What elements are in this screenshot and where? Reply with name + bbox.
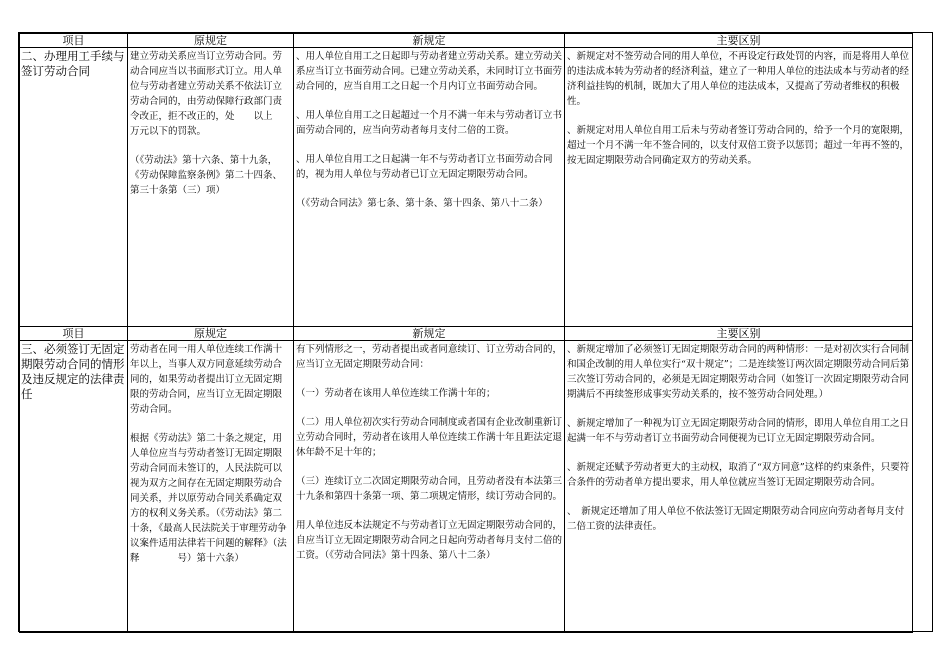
section-row-1: [20, 48, 913, 327]
original-citation: （《劳动法》第十六条、第十九条，《劳动保障监察条例》第二十四条、第三十条第（三）项）: [130, 155, 283, 196]
item-cell-2: 三、必须签订无固定期限劳动合同的情形及违反规定的法律责任: [20, 341, 128, 633]
difference-cell-1: [565, 48, 913, 327]
header-new: 新规定: [294, 34, 565, 48]
original-paragraph: 劳动者在同一用人单位连续工作满十年以上，当事人双方同意延续劳动合同的，如果劳动者提出订立无固定期限的劳动合同，应当订立无固定期限劳动合同。: [130, 344, 283, 415]
item-cell-1: 二、办理用工手续与签订劳动合同: [20, 48, 128, 327]
difference-paragraph: 、新规定还赋予劳动者更大的主动权，取消了“双方同意”这样的约束条件，只要符合条件的劳动者单方提出要求，用人单位就应当签订无固定期限劳动合同。: [567, 462, 910, 488]
new-paragraph: 有下列情形之一，劳动者提出或者同意续订、订立劳动合同的，应当订立无固定期限劳动合同：: [296, 344, 563, 370]
new-paragraph: （二）用人单位初次实行劳动合同制度或者国有企业改制重新订立劳动合同时，劳动者在该用人单位连续工作满十年且距法定退休年龄不足十年的；: [296, 417, 563, 458]
difference-cell-2: [565, 341, 913, 633]
header-difference: 主要区别: [565, 327, 913, 341]
section-row-2: [20, 341, 913, 633]
header-row-1: [20, 34, 913, 48]
difference-paragraph: 、新规定增加了必须签订无固定期限劳动合同的两种情形：一是对初次实行合同制和国企改制的用人单位实行“双十规定”；二是连续签订两次固定期限劳动合同后第三次签订劳动合同的，必须是无固定期限劳动合同（如签订一次固定期限劳动合同期满后不再续签形成事实劳动关系的，按不签劳动合同处理。）: [567, 344, 910, 400]
new-cell-1: [294, 48, 565, 327]
original-paragraph: 建立劳动关系应当订立劳动合同。劳动合同应当以书面形式订立。用人单位与劳动者建立劳动关系不依法订立劳动合同的，由劳动保障行政部门责令改正，拒不改正的，处 以上 万元以下的罚款。: [130, 51, 283, 137]
difference-paragraph: 、新规定增加了一种视为订立无固定期限劳动合同的情形，即用人单位自用工之日起满一年不与劳动者订立书面劳动合同便视为已订立无固定期限劳动合同。: [567, 418, 910, 444]
new-paragraph: 、用人单位自用工之日起超过一个月不满一年未与劳动者订立书面劳动合同的，应当向劳动者每月支付二倍的工资。: [296, 110, 563, 136]
difference-paragraph: 、新规定对用人单位自用工后未与劳动者签订劳动合同的，给予一个月的宽限期，超过一个月不满一年不签合同的，以支付双倍工资予以惩罚；超过一年再不签的，按无固定期限劳动合同确定双方的劳动关系。: [567, 125, 910, 166]
right-margin-strip: [912, 33, 933, 631]
new-paragraph: 、用人单位自用工之日起即与劳动者建立劳动关系。建立劳动关系应当订立书面劳动合同。已建立劳动关系，未同时订立书面劳动合同的，应当自用工之日起一个月内订立书面劳动合同。: [296, 51, 563, 92]
new-cell-2: [294, 341, 565, 633]
original-cell-1: [128, 48, 294, 327]
original-paragraph: 根据《劳动法》第二十条之规定，用人单位应当与劳动者签订无固定期限劳动合同而未签订的，人民法院可以视为双方之间存在无固定期限劳动合同关系，并以原劳动合同关系确定双方的权利义务关系。（《劳动法》第二十条，《最高人民法院关于审理劳动争议案件适用法律若干问题的解释》（法释 号）第十六条）: [130, 433, 287, 564]
header-item: 项目: [20, 34, 128, 48]
header-original: 原规定: [128, 327, 294, 341]
difference-paragraph: 、新规定对不签劳动合同的用人单位，不再设定行政处罚的内容，而是将用人单位的违法成本转为劳动者的经济利益，建立了一种用人单位的违法成本与劳动者的经济利益挂钩的机制，既加大了用人单位的违法成本，又提高了劳动者维权的积极性。: [567, 51, 910, 107]
header-original: 原规定: [128, 34, 294, 48]
header-item: 项目: [20, 327, 128, 341]
new-paragraph: 用人单位违反本法规定不与劳动者订立无固定期限劳动合同的，自应当订立无固定期限劳动合同之日起向劳动者每月支付二倍的工资。（《劳动合同法》第十四条、第八十二条）: [296, 520, 563, 561]
original-cell-2: [128, 341, 294, 633]
header-new: 新规定: [294, 327, 565, 341]
header-row-2: [20, 327, 913, 341]
new-citation: （《劳动合同法》第七条、第十条、第十四条、第八十二条）: [296, 198, 548, 209]
new-paragraph: 、用人单位自用工之日起满一年不与劳动者订立书面劳动合同的，视为用人单位与劳动者已订立无固定期限劳动合同。: [296, 154, 553, 180]
new-paragraph: （一）劳动者在该用人单位连续工作满十年的；: [296, 388, 496, 399]
comparison-table: [19, 33, 913, 633]
document-page: [18, 32, 933, 632]
difference-paragraph: 、 新规定还增加了用人单位不依法签订无固定期限劳动合同应向劳动者每月支付二倍工资的法律责任。: [567, 506, 905, 532]
new-paragraph: （三）连续订立二次固定期限劳动合同，且劳动者没有本法第三十九条和第四十条第一项、第二项规定情形，续订劳动合同的。: [296, 476, 563, 502]
header-difference: 主要区别: [565, 34, 913, 48]
